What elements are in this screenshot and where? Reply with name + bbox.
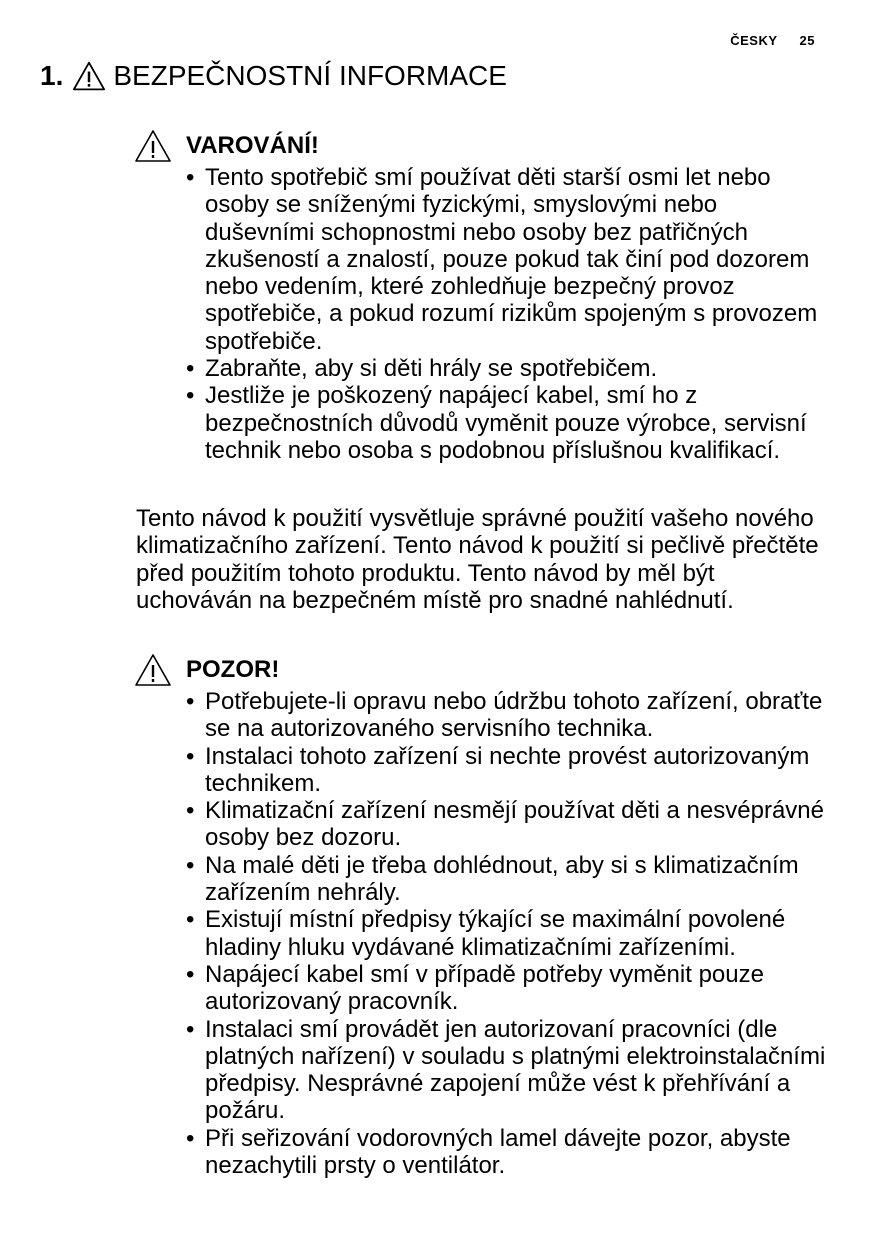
list-item: • Jestliže je poškozený napájecí kabel, smí ho z bezpečnostních důvodů vyměnit pouze výrobce, servisní technik nebo osoba s podobnou příslušnou kvalifikací. <box>186 382 832 464</box>
header-language: ČESKY <box>730 33 778 48</box>
intro-paragraph: Tento návod k použití vysvětluje správné použití vašeho nového klimatizačního zařízení. Tento návod k použití si pečlivě přečtěte před použitím tohoto produktu. Tento návod by měl být uchováván na bezpečném místě pro snadné nahlédnutí. <box>136 505 819 614</box>
list-item: • Zabraňte, aby si děti hrály se spotřebičem. <box>186 355 832 382</box>
list-item: • Instalaci smí provádět jen autorizovaní pracovníci (dle platných nařízení) v souladu s platnými elektroinstalačními předpisy. Nesprávné zapojení může vést k přehřívání a požáru. <box>186 1016 832 1125</box>
page-header <box>730 33 815 48</box>
caution-label: POZOR! <box>186 656 280 683</box>
list-item: • Tento spotřebič smí používat děti starší osmi let nebo osoby se sníženými fyzickými, smyslovými nebo duševními schopnostmi nebo osoby bez patřičných zkušeností a znalostí, pouze pokud tak činí pod dozorem nebo vedením, které zohledňuje bezpečný provoz spotřebiče, a pokud rozumí rizikům spojeným s provozem spotřebiče. <box>186 164 832 355</box>
caution-heading <box>132 652 832 688</box>
warning-list <box>132 164 832 464</box>
list-item: • Potřebujete-li opravu nebo údržbu tohoto zařízení, obraťte se na autorizovaného servisního technika. <box>186 688 832 743</box>
warning-triangle-icon <box>132 128 174 164</box>
list-item: • Existují místní předpisy týkající se maximální povolené hladiny hluku vydávané klimatizačními zařízeními. <box>186 906 832 961</box>
caution-list <box>132 688 832 1179</box>
warning-label: VAROVÁNÍ! <box>186 132 319 159</box>
section-heading: BEZPEČNOSTNÍ INFORMACE <box>113 60 507 91</box>
warning-block <box>132 128 832 464</box>
page-number: 25 <box>799 33 815 48</box>
list-item: • Napájecí kabel smí v případě potřeby vyměnit pouze autorizovaný pracovník. <box>186 961 832 1016</box>
section-number: 1. <box>40 60 64 91</box>
list-item: • Klimatizační zařízení nesmějí používat děti a nesvéprávné osoby bez dozoru. <box>186 797 832 852</box>
warning-heading <box>132 128 832 164</box>
list-item: • Instalaci tohoto zařízení si nechte provést autorizovaným technikem. <box>186 743 832 798</box>
list-item: • Na malé děti je třeba dohlédnout, aby si s klimatizačním zařízením nehrály. <box>186 852 832 907</box>
warning-triangle-icon <box>71 60 107 92</box>
warning-triangle-icon <box>132 652 174 688</box>
list-item: • Při seřizování vodorovných lamel dávejte pozor, abyste nezachytili prsty o ventilátor. <box>186 1125 832 1180</box>
section-title <box>40 60 507 92</box>
caution-block <box>132 652 832 1179</box>
